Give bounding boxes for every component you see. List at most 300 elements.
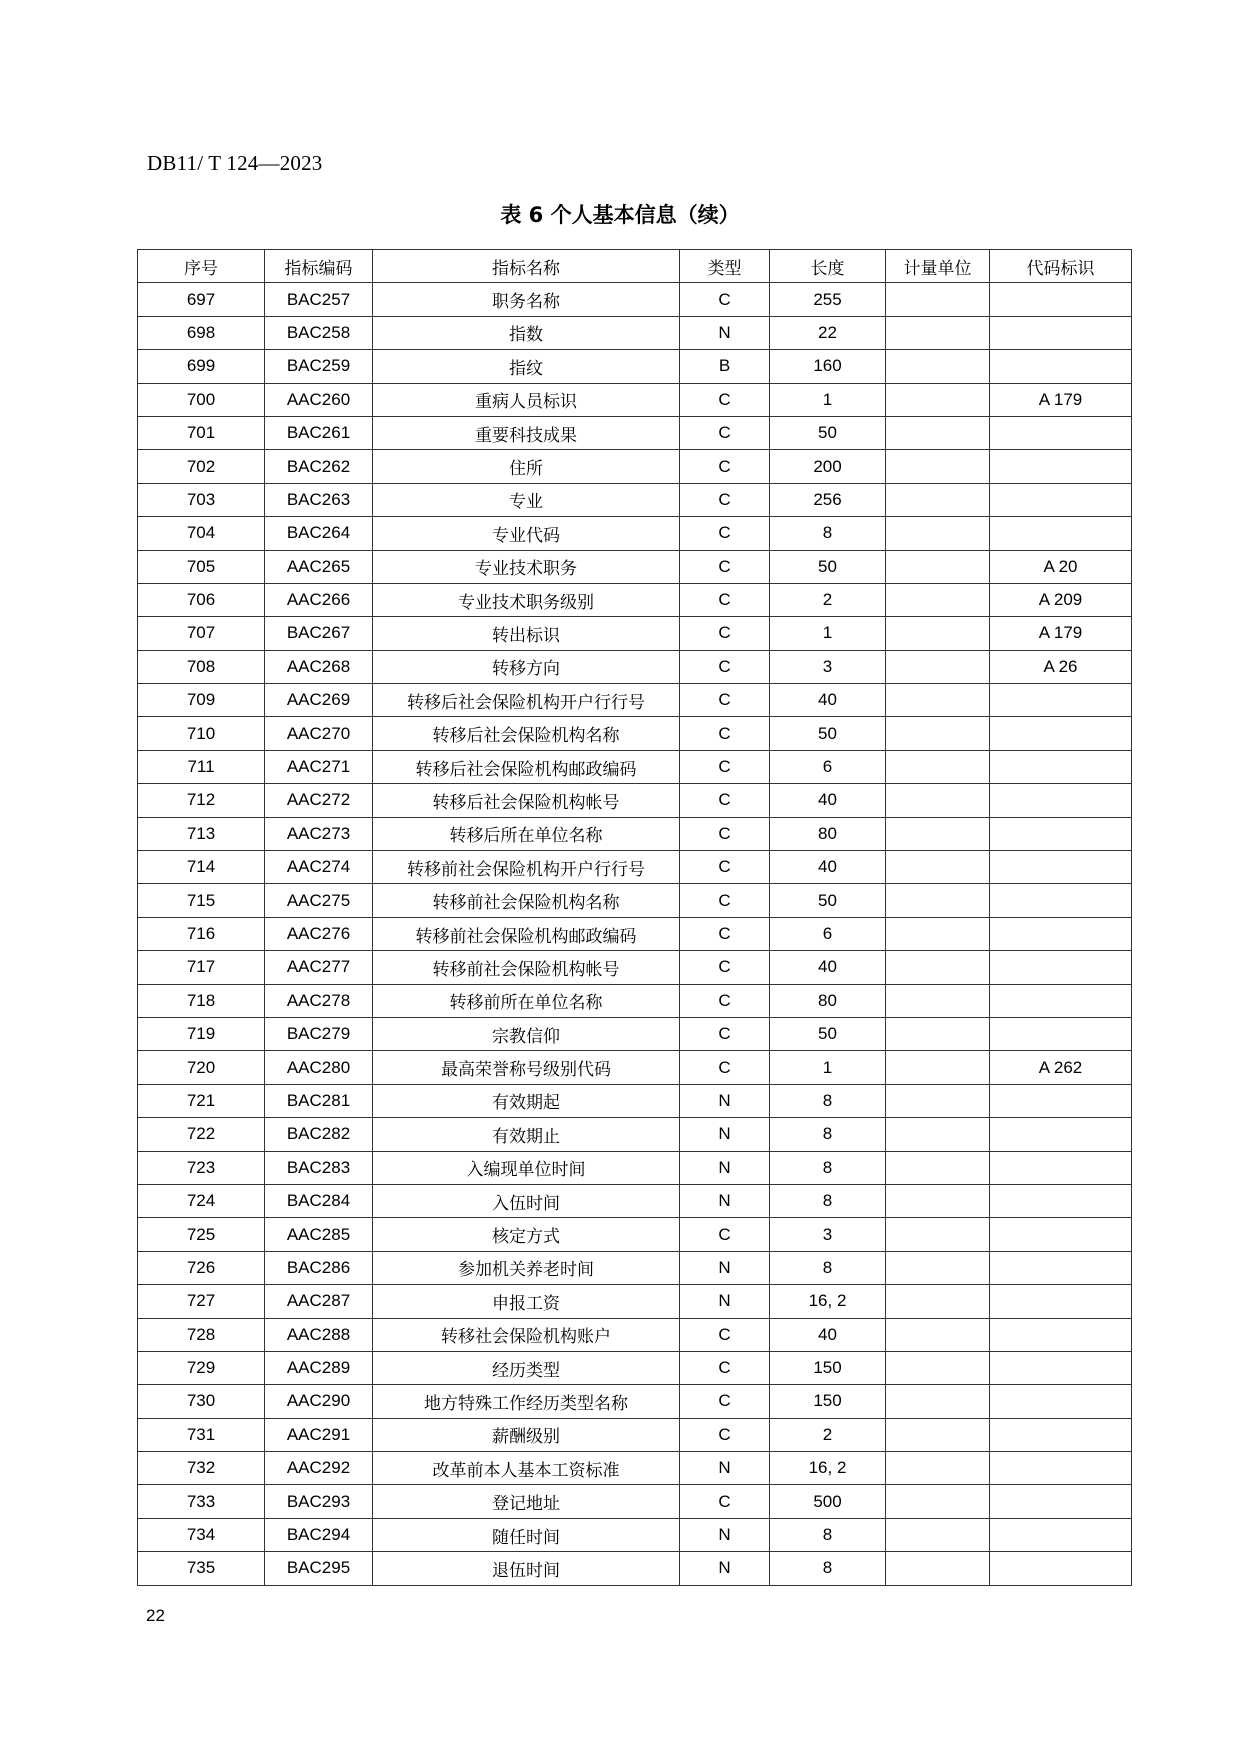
table-row xyxy=(138,1485,1132,1518)
cell-code: AAC274 xyxy=(265,851,373,884)
cell-name: 退伍时间 xyxy=(373,1552,680,1585)
table-row xyxy=(138,1318,1132,1351)
cell-seq: 729 xyxy=(138,1351,265,1384)
table-row xyxy=(138,1351,1132,1384)
cell-type: N xyxy=(680,1552,770,1585)
cell-name: 转移方向 xyxy=(373,650,680,683)
cell-unit xyxy=(886,650,990,683)
cell-name: 薪酬级别 xyxy=(373,1418,680,1451)
cell-code: AAC290 xyxy=(265,1385,373,1418)
cell-unit xyxy=(886,350,990,383)
cell-type: C xyxy=(680,984,770,1017)
cell-type: C xyxy=(680,917,770,950)
cell-code-id xyxy=(990,1318,1132,1351)
cell-type: C xyxy=(680,851,770,884)
cell-code-id xyxy=(990,1285,1132,1318)
cell-unit xyxy=(886,684,990,717)
cell-name: 住所 xyxy=(373,450,680,483)
table-row xyxy=(138,951,1132,984)
cell-code: AAC292 xyxy=(265,1452,373,1485)
cell-unit xyxy=(886,1051,990,1084)
column-header-unit: 计量单位 xyxy=(886,250,990,283)
cell-length: 8 xyxy=(770,1118,886,1151)
cell-unit xyxy=(886,1418,990,1451)
cell-unit xyxy=(886,1184,990,1217)
cell-type: N xyxy=(680,1084,770,1117)
cell-type: C xyxy=(680,517,770,550)
cell-type: N xyxy=(680,1452,770,1485)
cell-code-id xyxy=(990,1184,1132,1217)
cell-code: BAC293 xyxy=(265,1485,373,1518)
cell-code: AAC272 xyxy=(265,784,373,817)
cell-code-id xyxy=(990,1084,1132,1117)
cell-code-id xyxy=(990,1385,1132,1418)
cell-length: 200 xyxy=(770,450,886,483)
cell-type: N xyxy=(680,1285,770,1318)
cell-name: 入编现单位时间 xyxy=(373,1151,680,1184)
cell-unit xyxy=(886,1351,990,1384)
table-header-row xyxy=(138,250,1132,283)
cell-code: AAC260 xyxy=(265,383,373,416)
cell-name: 转移前社会保险机构帐号 xyxy=(373,951,680,984)
cell-length: 40 xyxy=(770,951,886,984)
cell-type: C xyxy=(680,550,770,583)
cell-name: 改革前本人基本工资标准 xyxy=(373,1452,680,1485)
cell-code-id xyxy=(990,717,1132,750)
cell-seq: 716 xyxy=(138,917,265,950)
cell-length: 6 xyxy=(770,917,886,950)
cell-name: 转移前所在单位名称 xyxy=(373,984,680,1017)
cell-unit xyxy=(886,617,990,650)
cell-code: AAC291 xyxy=(265,1418,373,1451)
table-row xyxy=(138,1051,1132,1084)
cell-name: 转出标识 xyxy=(373,617,680,650)
table-row xyxy=(138,784,1132,817)
table-row xyxy=(138,1285,1132,1318)
cell-seq: 702 xyxy=(138,450,265,483)
cell-code-id xyxy=(990,1017,1132,1050)
cell-code: BAC264 xyxy=(265,517,373,550)
cell-code-id xyxy=(990,517,1132,550)
cell-length: 40 xyxy=(770,684,886,717)
cell-code-id xyxy=(990,884,1132,917)
cell-code-id xyxy=(990,951,1132,984)
cell-unit xyxy=(886,1552,990,1585)
cell-code: AAC288 xyxy=(265,1318,373,1351)
cell-type: C xyxy=(680,1351,770,1384)
table-row xyxy=(138,517,1132,550)
cell-length: 256 xyxy=(770,483,886,516)
cell-seq: 713 xyxy=(138,817,265,850)
cell-seq: 728 xyxy=(138,1318,265,1351)
table-row xyxy=(138,1084,1132,1117)
cell-name: 指纹 xyxy=(373,350,680,383)
cell-unit xyxy=(886,1285,990,1318)
cell-seq: 734 xyxy=(138,1518,265,1551)
cell-type: C xyxy=(680,650,770,683)
cell-seq: 705 xyxy=(138,550,265,583)
cell-code: BAC294 xyxy=(265,1518,373,1551)
table-row xyxy=(138,984,1132,1017)
cell-seq: 706 xyxy=(138,583,265,616)
cell-code-id xyxy=(990,1251,1132,1284)
cell-seq: 718 xyxy=(138,984,265,1017)
cell-length: 16, 2 xyxy=(770,1285,886,1318)
table-row xyxy=(138,416,1132,449)
cell-unit xyxy=(886,1084,990,1117)
cell-length: 8 xyxy=(770,1151,886,1184)
cell-code-id xyxy=(990,1452,1132,1485)
cell-unit xyxy=(886,917,990,950)
cell-code: AAC277 xyxy=(265,951,373,984)
cell-code: BAC286 xyxy=(265,1251,373,1284)
cell-seq: 730 xyxy=(138,1385,265,1418)
cell-name: 专业 xyxy=(373,483,680,516)
cell-seq: 703 xyxy=(138,483,265,516)
table-body xyxy=(138,283,1132,1585)
cell-seq: 712 xyxy=(138,784,265,817)
cell-seq: 724 xyxy=(138,1184,265,1217)
cell-code: BAC267 xyxy=(265,617,373,650)
cell-seq: 697 xyxy=(138,283,265,316)
cell-name: 职务名称 xyxy=(373,283,680,316)
table-row xyxy=(138,483,1132,516)
table-row xyxy=(138,817,1132,850)
cell-length: 2 xyxy=(770,1418,886,1451)
cell-length: 50 xyxy=(770,1017,886,1050)
cell-name: 指数 xyxy=(373,316,680,349)
cell-name: 转移后社会保险机构邮政编码 xyxy=(373,750,680,783)
column-header-type: 类型 xyxy=(680,250,770,283)
cell-length: 40 xyxy=(770,1318,886,1351)
cell-unit xyxy=(886,1485,990,1518)
cell-code-id xyxy=(990,316,1132,349)
cell-name: 最高荣誉称号级别代码 xyxy=(373,1051,680,1084)
cell-code: AAC273 xyxy=(265,817,373,850)
cell-length: 1 xyxy=(770,383,886,416)
cell-name: 随任时间 xyxy=(373,1518,680,1551)
cell-type: C xyxy=(680,817,770,850)
cell-unit xyxy=(886,851,990,884)
cell-seq: 720 xyxy=(138,1051,265,1084)
cell-type: C xyxy=(680,583,770,616)
cell-code-id xyxy=(990,984,1132,1017)
cell-unit xyxy=(886,1518,990,1551)
cell-type: C xyxy=(680,283,770,316)
table-row xyxy=(138,884,1132,917)
cell-code: BAC263 xyxy=(265,483,373,516)
personal-info-table xyxy=(137,249,1132,1586)
cell-type: C xyxy=(680,1485,770,1518)
cell-seq: 709 xyxy=(138,684,265,717)
table-row xyxy=(138,1151,1132,1184)
cell-type: N xyxy=(680,1518,770,1551)
cell-code: BAC281 xyxy=(265,1084,373,1117)
cell-name: 有效期起 xyxy=(373,1084,680,1117)
cell-code-id xyxy=(990,917,1132,950)
cell-seq: 735 xyxy=(138,1552,265,1585)
cell-length: 40 xyxy=(770,784,886,817)
cell-seq: 733 xyxy=(138,1485,265,1518)
table-row xyxy=(138,750,1132,783)
cell-code-id xyxy=(990,350,1132,383)
page-number: 22 xyxy=(146,1606,165,1625)
cell-code: AAC268 xyxy=(265,650,373,683)
cell-unit xyxy=(886,1251,990,1284)
cell-length: 8 xyxy=(770,1518,886,1551)
table-row xyxy=(138,1218,1132,1251)
cell-name: 转移后社会保险机构开户行行号 xyxy=(373,684,680,717)
column-header-length: 长度 xyxy=(770,250,886,283)
cell-seq: 732 xyxy=(138,1452,265,1485)
cell-length: 500 xyxy=(770,1485,886,1518)
cell-code: AAC285 xyxy=(265,1218,373,1251)
cell-code-id xyxy=(990,483,1132,516)
cell-seq: 726 xyxy=(138,1251,265,1284)
cell-type: C xyxy=(680,684,770,717)
cell-seq: 715 xyxy=(138,884,265,917)
cell-length: 16, 2 xyxy=(770,1452,886,1485)
cell-unit xyxy=(886,1118,990,1151)
cell-code: AAC276 xyxy=(265,917,373,950)
cell-unit xyxy=(886,1452,990,1485)
cell-code-id xyxy=(990,1418,1132,1451)
cell-seq: 727 xyxy=(138,1285,265,1318)
cell-seq: 699 xyxy=(138,350,265,383)
cell-type: C xyxy=(680,450,770,483)
cell-length: 3 xyxy=(770,650,886,683)
cell-name: 专业技术职务级别 xyxy=(373,583,680,616)
table-row xyxy=(138,1017,1132,1050)
cell-length: 3 xyxy=(770,1218,886,1251)
cell-code: AAC266 xyxy=(265,583,373,616)
cell-name: 转移后所在单位名称 xyxy=(373,817,680,850)
cell-code-id xyxy=(990,1151,1132,1184)
cell-name: 转移前社会保险机构名称 xyxy=(373,884,680,917)
cell-length: 8 xyxy=(770,1552,886,1585)
cell-unit xyxy=(886,383,990,416)
cell-unit xyxy=(886,1385,990,1418)
table-row xyxy=(138,684,1132,717)
column-header-name: 指标名称 xyxy=(373,250,680,283)
cell-unit xyxy=(886,717,990,750)
table-title: 表 6 个人基本信息（续） xyxy=(500,203,740,227)
cell-length: 50 xyxy=(770,416,886,449)
cell-unit xyxy=(886,1151,990,1184)
cell-unit xyxy=(886,884,990,917)
cell-type: C xyxy=(680,1017,770,1050)
cell-type: B xyxy=(680,350,770,383)
cell-unit xyxy=(886,984,990,1017)
cell-length: 150 xyxy=(770,1351,886,1384)
cell-name: 核定方式 xyxy=(373,1218,680,1251)
cell-unit xyxy=(886,583,990,616)
cell-code: BAC257 xyxy=(265,283,373,316)
cell-length: 80 xyxy=(770,817,886,850)
table-row xyxy=(138,550,1132,583)
cell-length: 1 xyxy=(770,617,886,650)
cell-code-id xyxy=(990,1552,1132,1585)
table-row xyxy=(138,350,1132,383)
cell-type: C xyxy=(680,483,770,516)
cell-code-id xyxy=(990,1218,1132,1251)
cell-name: 专业代码 xyxy=(373,517,680,550)
cell-unit xyxy=(886,1017,990,1050)
cell-length: 8 xyxy=(770,1251,886,1284)
cell-code: AAC289 xyxy=(265,1351,373,1384)
cell-seq: 722 xyxy=(138,1118,265,1151)
table-row xyxy=(138,450,1132,483)
cell-code-id: A 20 xyxy=(990,550,1132,583)
cell-length: 80 xyxy=(770,984,886,1017)
cell-type: C xyxy=(680,1218,770,1251)
cell-length: 150 xyxy=(770,1385,886,1418)
cell-code-id xyxy=(990,750,1132,783)
cell-seq: 711 xyxy=(138,750,265,783)
table-row xyxy=(138,917,1132,950)
cell-seq: 731 xyxy=(138,1418,265,1451)
cell-code-id: A 209 xyxy=(990,583,1132,616)
cell-type: N xyxy=(680,1118,770,1151)
table-row xyxy=(138,583,1132,616)
cell-code: BAC295 xyxy=(265,1552,373,1585)
cell-type: C xyxy=(680,784,770,817)
table-row xyxy=(138,717,1132,750)
cell-seq: 721 xyxy=(138,1084,265,1117)
cell-name: 地方特殊工作经历类型名称 xyxy=(373,1385,680,1418)
table-row xyxy=(138,283,1132,316)
column-header-code-id: 代码标识 xyxy=(990,250,1132,283)
cell-type: C xyxy=(680,416,770,449)
cell-length: 1 xyxy=(770,1051,886,1084)
cell-name: 转移后社会保险机构帐号 xyxy=(373,784,680,817)
cell-seq: 710 xyxy=(138,717,265,750)
cell-code: BAC282 xyxy=(265,1118,373,1151)
cell-seq: 717 xyxy=(138,951,265,984)
cell-unit xyxy=(886,817,990,850)
cell-name: 经历类型 xyxy=(373,1351,680,1384)
cell-seq: 700 xyxy=(138,383,265,416)
cell-code: BAC262 xyxy=(265,450,373,483)
cell-code-id xyxy=(990,1351,1132,1384)
cell-code-id xyxy=(990,684,1132,717)
cell-length: 2 xyxy=(770,583,886,616)
cell-unit xyxy=(886,483,990,516)
cell-type: N xyxy=(680,316,770,349)
cell-seq: 719 xyxy=(138,1017,265,1050)
cell-code: AAC287 xyxy=(265,1285,373,1318)
cell-unit xyxy=(886,316,990,349)
cell-name: 入伍时间 xyxy=(373,1184,680,1217)
cell-code: AAC278 xyxy=(265,984,373,1017)
cell-type: C xyxy=(680,1385,770,1418)
cell-length: 22 xyxy=(770,316,886,349)
cell-name: 重要科技成果 xyxy=(373,416,680,449)
cell-length: 8 xyxy=(770,517,886,550)
cell-name: 登记地址 xyxy=(373,1485,680,1518)
cell-name: 转移前社会保险机构开户行行号 xyxy=(373,851,680,884)
cell-name: 专业技术职务 xyxy=(373,550,680,583)
cell-code-id xyxy=(990,416,1132,449)
cell-type: C xyxy=(680,884,770,917)
cell-unit xyxy=(886,450,990,483)
cell-length: 50 xyxy=(770,884,886,917)
cell-unit xyxy=(886,517,990,550)
cell-length: 8 xyxy=(770,1084,886,1117)
cell-length: 6 xyxy=(770,750,886,783)
cell-code-id xyxy=(990,283,1132,316)
cell-code: BAC284 xyxy=(265,1184,373,1217)
table-row xyxy=(138,617,1132,650)
cell-name: 转移后社会保险机构名称 xyxy=(373,717,680,750)
table-row xyxy=(138,1385,1132,1418)
cell-name: 转移前社会保险机构邮政编码 xyxy=(373,917,680,950)
cell-seq: 725 xyxy=(138,1218,265,1251)
cell-code-id: A 262 xyxy=(990,1051,1132,1084)
cell-code: AAC269 xyxy=(265,684,373,717)
cell-type: C xyxy=(680,1418,770,1451)
table-row xyxy=(138,316,1132,349)
column-header-seq: 序号 xyxy=(138,250,265,283)
cell-seq: 723 xyxy=(138,1151,265,1184)
cell-code: BAC261 xyxy=(265,416,373,449)
cell-code: BAC259 xyxy=(265,350,373,383)
cell-name: 参加机关养老时间 xyxy=(373,1251,680,1284)
cell-code: AAC271 xyxy=(265,750,373,783)
cell-type: C xyxy=(680,951,770,984)
cell-name: 宗教信仰 xyxy=(373,1017,680,1050)
cell-seq: 708 xyxy=(138,650,265,683)
table-row xyxy=(138,1118,1132,1151)
cell-type: C xyxy=(680,1051,770,1084)
table-row xyxy=(138,1418,1132,1451)
cell-code: AAC275 xyxy=(265,884,373,917)
cell-type: C xyxy=(680,717,770,750)
table-row xyxy=(138,650,1132,683)
table-row xyxy=(138,1184,1132,1217)
cell-name: 转移社会保险机构账户 xyxy=(373,1318,680,1351)
cell-code: BAC279 xyxy=(265,1017,373,1050)
cell-length: 50 xyxy=(770,550,886,583)
cell-type: C xyxy=(680,383,770,416)
column-header-code: 指标编码 xyxy=(265,250,373,283)
cell-code: BAC258 xyxy=(265,316,373,349)
cell-seq: 701 xyxy=(138,416,265,449)
cell-code-id xyxy=(990,1485,1132,1518)
cell-unit xyxy=(886,1318,990,1351)
cell-code-id xyxy=(990,817,1132,850)
table-row xyxy=(138,1552,1132,1585)
cell-name: 申报工资 xyxy=(373,1285,680,1318)
table-row xyxy=(138,1518,1132,1551)
cell-code: AAC265 xyxy=(265,550,373,583)
cell-unit xyxy=(886,750,990,783)
cell-code-id xyxy=(990,851,1132,884)
cell-code-id xyxy=(990,1518,1132,1551)
cell-unit xyxy=(886,283,990,316)
cell-code-id: A 179 xyxy=(990,383,1132,416)
cell-length: 50 xyxy=(770,717,886,750)
cell-code-id xyxy=(990,784,1132,817)
cell-unit xyxy=(886,1218,990,1251)
cell-type: N xyxy=(680,1184,770,1217)
cell-code: BAC283 xyxy=(265,1151,373,1184)
cell-code-id xyxy=(990,450,1132,483)
cell-unit xyxy=(886,784,990,817)
cell-length: 255 xyxy=(770,283,886,316)
cell-code: AAC280 xyxy=(265,1051,373,1084)
cell-code-id xyxy=(990,1118,1132,1151)
